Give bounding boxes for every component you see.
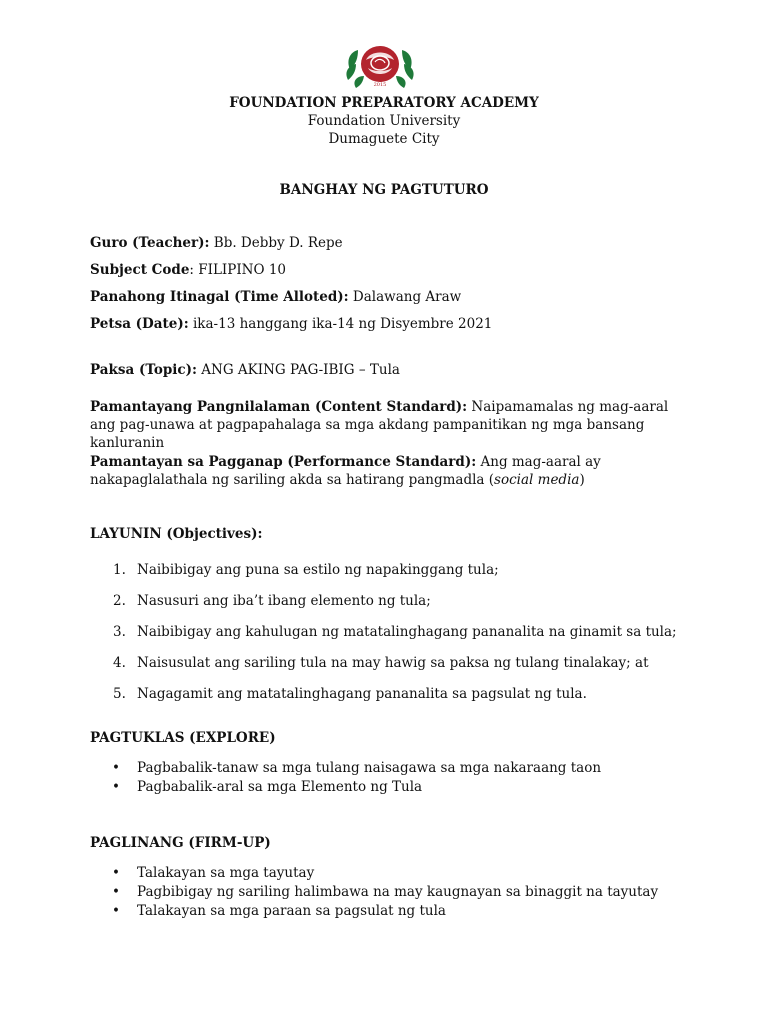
objective-number: 1.	[113, 562, 126, 578]
objective-number: 4.	[113, 655, 126, 671]
subject-line	[90, 261, 690, 279]
time-value: Dalawang Araw	[348, 289, 462, 305]
explore-heading: PAGTUKLAS (EXPLORE)	[90, 730, 276, 746]
objective-number: 3.	[113, 624, 126, 640]
firmup-list	[110, 864, 658, 921]
explore-item: • Pagbabalik-aral sa mga Elemento ng Tula	[110, 778, 601, 797]
topic-line	[90, 361, 690, 379]
firmup-item: • Pagbibigay ng sariling halimbawa na may kaugnayan sa binaggit na tayutay	[110, 883, 658, 902]
performance-standard-italic: social media	[494, 472, 580, 488]
teacher-label: Guro (Teacher):	[90, 235, 210, 251]
topic-label: Paksa (Topic):	[90, 362, 197, 378]
date-line	[90, 315, 690, 333]
objective-item	[107, 592, 677, 623]
firmup-item: • Talakayan sa mga paraan sa pagsulat ng tula	[110, 902, 658, 921]
objective-text: Naibibigay ang kahulugan ng matatalinghagang pananalita na ginamit sa tula;	[137, 624, 677, 640]
objective-item	[107, 685, 677, 716]
objectives-list	[107, 561, 677, 716]
explore-list	[110, 759, 601, 797]
date-value: ika-13 hanggang ika-14 ng Disyembre 2021	[188, 316, 493, 332]
topic-value: ANG AKING PAG-IBIG – Tula	[197, 362, 400, 378]
teacher-value: Bb. Debby D. Repe	[209, 235, 343, 251]
content-standard	[90, 398, 680, 452]
logo-year: 2015	[373, 82, 387, 88]
teacher-line	[90, 234, 690, 252]
performance-standard	[90, 453, 680, 489]
objective-number: 5.	[113, 686, 126, 702]
date-label: Petsa (Date):	[90, 316, 189, 332]
time-line	[90, 288, 690, 306]
content-standard-value: Naipamamalas ng mag-aaral ang pag-unawa at pagpapahalaga sa mga akdang pampanitikan ng mga bansang kanluranin	[90, 399, 669, 451]
performance-standard-label: Pamantayan sa Pagganap (Performance Standard):	[90, 454, 477, 470]
content-standard-label: Pamantayang Pangnilalaman (Content Standard):	[90, 399, 468, 415]
firmup-heading: PAGLINANG (FIRM-UP)	[90, 835, 271, 851]
document-title: BANGHAY NG PAGTUTURO	[279, 182, 489, 198]
objective-text: Naisusulat ang sariling tula na may hawig sa paksa ng tulang tinalakay; at	[137, 655, 649, 671]
explore-item: • Pagbabalik-tanaw sa mga tulang naisagawa sa mga nakaraang taon	[110, 759, 601, 778]
performance-standard-close: )	[579, 472, 585, 488]
city-name: Dumaguete City	[328, 131, 440, 147]
objective-text: Nasusuri ang iba’t ibang elemento ng tula;	[137, 593, 431, 609]
university-name: Foundation University	[307, 113, 461, 129]
subject-label: Subject Code	[90, 262, 190, 278]
time-label: Panahong Itinagal (Time Alloted):	[90, 289, 349, 305]
objective-item	[107, 561, 677, 592]
objective-item	[107, 654, 677, 685]
objective-text: Nagagamit ang matatalinghagang pananalita sa pagsulat ng tula.	[137, 686, 587, 702]
objective-item	[107, 623, 677, 654]
school-name: FOUNDATION PREPARATORY ACADEMY	[229, 95, 539, 111]
performance-standard-value: Ang mag-aaral ay nakapaglalathala ng sariling akda sa hatirang pangmadla (	[90, 454, 601, 488]
firmup-item: • Talakayan sa mga tayutay	[110, 864, 658, 883]
subject-value: : FILIPINO 10	[189, 262, 287, 278]
objectives-heading: LAYUNIN (Objectives):	[90, 526, 263, 542]
objective-text: Naibibigay ang puna sa estilo ng napakinggang tula;	[137, 562, 499, 578]
objective-number: 2.	[113, 593, 126, 609]
